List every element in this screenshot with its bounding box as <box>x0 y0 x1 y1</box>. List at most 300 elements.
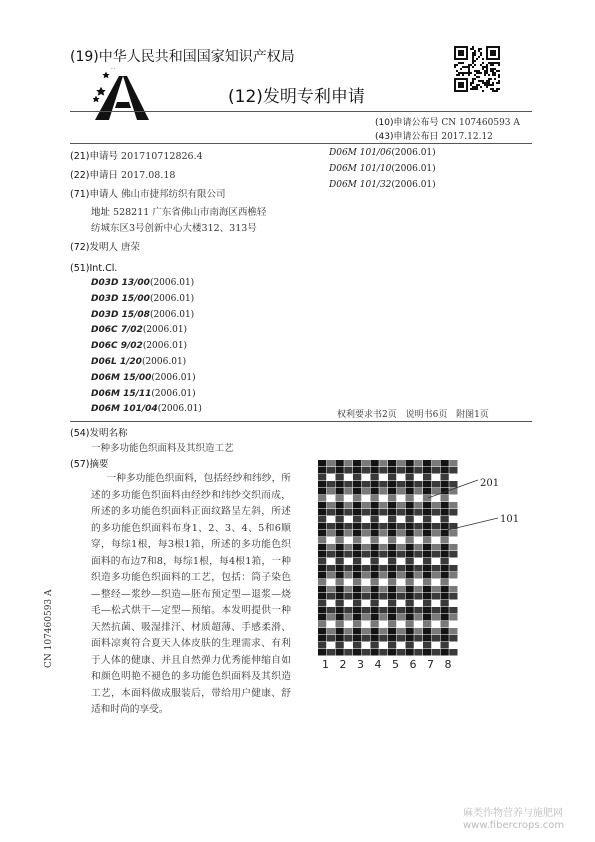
weave-cell <box>406 474 414 481</box>
weave-cell <box>397 635 405 642</box>
weave-cell <box>336 502 344 509</box>
weave-cell <box>432 509 440 516</box>
weave-cell <box>353 488 361 495</box>
weave-cell <box>388 586 396 593</box>
weave-cell <box>353 565 361 572</box>
weave-cell <box>318 614 326 621</box>
weave-cell <box>371 530 379 537</box>
weave-cell <box>432 565 440 572</box>
weave-cell <box>344 530 352 537</box>
weave-cell <box>353 551 361 558</box>
weave-cell <box>414 481 422 488</box>
weave-cell <box>432 551 440 558</box>
int-cl-version: (2006.01) <box>391 180 436 190</box>
weave-cell <box>344 572 352 579</box>
weave-cell <box>423 635 431 642</box>
weave-cell <box>397 502 405 509</box>
weave-cell <box>318 593 326 600</box>
weave-cell <box>388 516 396 523</box>
int-cl-code: D06M 101/06 <box>329 148 392 158</box>
publication-type: (12)发明专利申请 <box>228 87 365 107</box>
watermark-line2: www.fibercrops.com <box>463 820 565 831</box>
int-cl-code: D06L 1/20 <box>91 357 142 367</box>
weave-cell <box>353 635 361 642</box>
weave-cell <box>336 614 344 621</box>
weave-cell <box>318 509 326 516</box>
weave-cell <box>406 502 414 509</box>
weave-cell <box>406 621 414 628</box>
weave-cell <box>379 488 387 495</box>
weave-cell <box>371 467 379 474</box>
weave-cell <box>449 544 457 551</box>
weave-cell <box>344 635 352 642</box>
weave-cell <box>441 607 449 614</box>
weave-cell <box>379 460 387 467</box>
int-cl-version: (2006.01) <box>151 388 196 399</box>
weave-cell <box>397 586 405 593</box>
weave-cell <box>388 635 396 642</box>
weave-cell <box>397 628 405 635</box>
applicant <box>70 186 226 200</box>
weave-cell <box>406 509 414 516</box>
weave-cell <box>406 481 414 488</box>
int-cl-version: (2006.01) <box>391 164 436 174</box>
weave-cell <box>441 572 449 579</box>
weave-cell <box>406 530 414 537</box>
weave-cell <box>406 460 414 467</box>
weave-cell <box>362 628 370 635</box>
weave-cell <box>423 628 431 635</box>
weave-cell <box>449 460 457 467</box>
weave-cell <box>449 649 457 656</box>
weave-cell <box>353 600 361 607</box>
weave-cell <box>371 495 379 502</box>
weave-cell <box>432 488 440 495</box>
weave-cell <box>441 474 449 481</box>
weave-cell <box>362 544 370 551</box>
weave-cell <box>336 467 344 474</box>
weave-cell <box>388 530 396 537</box>
weave-cell <box>406 565 414 572</box>
weave-cell <box>441 621 449 628</box>
weave-cell <box>432 607 440 614</box>
weave-cell <box>441 460 449 467</box>
weave-cell <box>336 544 344 551</box>
weave-cell <box>423 460 431 467</box>
weave-cell <box>379 649 387 656</box>
weave-cell <box>327 628 335 635</box>
pages-info: 权利要求书2页 说明书6页 附图1页 <box>337 410 489 420</box>
weave-cell <box>318 495 326 502</box>
weave-cell <box>379 467 387 474</box>
weave-cell <box>388 544 396 551</box>
weave-cell <box>397 544 405 551</box>
publication-date-value: 2017.12.12 <box>441 132 493 142</box>
weave-cell <box>353 593 361 600</box>
weave-cell <box>423 600 431 607</box>
weave-cell <box>423 572 431 579</box>
weave-cell <box>414 614 422 621</box>
weave-cell <box>379 523 387 530</box>
int-cl-code: D06C 7/02 <box>91 325 143 336</box>
weave-cell <box>336 551 344 558</box>
weave-cell <box>388 628 396 635</box>
weave-cell <box>318 579 326 586</box>
abstract-text <box>91 471 291 719</box>
weave-cell <box>441 537 449 544</box>
weave-cell <box>353 537 361 544</box>
weave-cell <box>336 495 344 502</box>
application-number-label: (21)申请号 <box>70 151 119 162</box>
int-cl-code: D06M 15/11 <box>91 388 152 399</box>
int-cl-entry <box>91 357 186 367</box>
weave-cell <box>353 495 361 502</box>
weave-cell <box>344 544 352 551</box>
weave-cell <box>327 565 335 572</box>
weave-cell <box>441 551 449 558</box>
weave-cell <box>379 530 387 537</box>
weave-cell <box>371 614 379 621</box>
weave-cell <box>318 481 326 488</box>
weave-cell <box>449 586 457 593</box>
int-cl-entry <box>329 180 436 190</box>
weave-cell <box>318 565 326 572</box>
publication-number-label: (10)申请公布号 <box>375 118 439 128</box>
int-cl-version: (2006.01) <box>149 293 195 304</box>
weave-cell <box>362 586 370 593</box>
weave-cell <box>327 593 335 600</box>
divider <box>70 421 532 422</box>
weave-cell <box>423 537 431 544</box>
weave-cell <box>362 593 370 600</box>
weave-cell <box>414 607 422 614</box>
column-label: 7 <box>427 658 434 671</box>
weave-cell <box>432 593 440 600</box>
weave-cell <box>441 593 449 600</box>
weave-cell <box>406 551 414 558</box>
weave-cell <box>397 488 405 495</box>
int-cl-version: (2006.01) <box>142 341 188 352</box>
weave-cell <box>414 488 422 495</box>
int-cl-entry <box>91 341 187 351</box>
weave-cell <box>423 558 431 565</box>
weave-cell <box>423 516 431 523</box>
weave-cell <box>432 523 440 530</box>
weave-cell <box>362 607 370 614</box>
weave-cell <box>388 474 396 481</box>
weave-cell <box>362 523 370 530</box>
weave-cell <box>406 516 414 523</box>
weave-cell <box>414 572 422 579</box>
weave-cell <box>336 621 344 628</box>
int-cl-code: D06M 15/00 <box>91 372 152 383</box>
weave-cell <box>423 579 431 586</box>
weave-cell <box>353 572 361 579</box>
weave-cell <box>353 558 361 565</box>
weave-cell <box>353 516 361 523</box>
weave-cell <box>449 572 457 579</box>
weave-cell <box>414 635 422 642</box>
weave-cell <box>344 565 352 572</box>
weave-cell <box>371 502 379 509</box>
weave-cell <box>414 586 422 593</box>
address-label: 地址 <box>91 207 111 218</box>
weave-cell <box>406 523 414 530</box>
int-cl-entry <box>329 148 436 158</box>
column-label: 4 <box>374 658 382 671</box>
column-label: 2 <box>339 658 347 671</box>
weave-cell <box>441 614 449 621</box>
weave-cell <box>423 551 431 558</box>
weave-cell <box>371 481 379 488</box>
weave-cell <box>441 635 449 642</box>
weave-cell <box>441 600 449 607</box>
side-publication-number: CN 107460593 A <box>44 589 54 668</box>
weave-cell <box>327 467 335 474</box>
weave-cell <box>388 502 396 509</box>
weave-cell <box>441 642 449 649</box>
weave-cell <box>406 642 414 649</box>
weave-cell <box>397 530 405 537</box>
weave-cell <box>432 572 440 579</box>
weave-cell <box>327 460 335 467</box>
weave-cell <box>441 509 449 516</box>
weave-cell <box>371 558 379 565</box>
weave-cell <box>423 593 431 600</box>
weave-cell <box>318 558 326 565</box>
weave-cell <box>449 509 457 516</box>
weave-cell <box>344 551 352 558</box>
weave-cell <box>379 509 387 516</box>
applicant-value: 佛山市捷邦纺织有限公司 <box>121 189 226 200</box>
weave-cell <box>397 481 405 488</box>
weave-cell <box>353 621 361 628</box>
weave-cell <box>362 551 370 558</box>
weave-cell <box>414 649 422 656</box>
divider <box>70 143 532 144</box>
weave-cell <box>414 628 422 635</box>
weave-cell <box>406 607 414 614</box>
weave-cell <box>371 544 379 551</box>
weave-cell <box>371 488 379 495</box>
weave-cell <box>423 488 431 495</box>
inventor <box>70 239 140 253</box>
weave-cell <box>379 572 387 579</box>
weave-cell <box>344 460 352 467</box>
weave-cell <box>371 621 379 628</box>
weave-cell <box>344 481 352 488</box>
weave-cell <box>371 523 379 530</box>
weave-cell <box>388 537 396 544</box>
weave-cell <box>379 586 387 593</box>
weave-cell <box>388 467 396 474</box>
weave-cell <box>441 516 449 523</box>
weave-cell <box>406 488 414 495</box>
weave-cell <box>318 544 326 551</box>
weave-cell <box>344 523 352 530</box>
weave-cell <box>423 467 431 474</box>
weave-cell <box>336 572 344 579</box>
weave-cell <box>406 614 414 621</box>
weave-cell <box>336 593 344 600</box>
weave-cell <box>379 481 387 488</box>
weave-cell <box>379 502 387 509</box>
weave-cell <box>336 558 344 565</box>
weave-cell <box>449 607 457 614</box>
weave-cell <box>388 565 396 572</box>
weave-cell <box>353 474 361 481</box>
weave-cell <box>441 544 449 551</box>
weave-cell <box>449 628 457 635</box>
weave-cell <box>388 579 396 586</box>
weave-cell <box>449 481 457 488</box>
fabric-weave-figure <box>300 450 520 675</box>
weave-cell <box>362 481 370 488</box>
weave-cell <box>336 516 344 523</box>
weave-cell <box>441 502 449 509</box>
watermark <box>463 808 564 832</box>
weave-cell <box>344 593 352 600</box>
weave-cell <box>414 502 422 509</box>
weave-cell <box>362 635 370 642</box>
weave-cell <box>318 607 326 614</box>
weave-cell <box>344 607 352 614</box>
weave-cell <box>344 628 352 635</box>
abstract-paragraph: 一种多功能色织面料，包括经纱和纬纱，所述的多功能色织面料由经纱和纬纱交织而成，所述的多功能色织面料正面纹路呈左斜，所述的多功能色织面料布身1、2、3、4、5和6顺穿，每综1根，每3根1筘，所述的多功能色织面料的布边7和8，每综1根，每4根1筘，一种织造多功能色织面料的工艺，包括：筒子染色—整经—浆纱—织造—胚布预定型—退浆—烧毛—松式烘干—定型—预缩。本发明提供一种天然抗菌、吸湿排汗、材质超薄、手感柔滑、面料凉爽符合夏天人体皮肤的生理需求、有利于人体的健康、并且自然弹力优秀能伸缩自如和颜色明艳不褪色的多功能色织面料及其织造工艺，本面料做成服装后，带给用户健康、舒适和时尚的享受。 <box>91 473 291 715</box>
weave-cell <box>353 467 361 474</box>
invention-title: 一种多功能色织面料及其织造工艺 <box>91 443 234 454</box>
weave-cell <box>406 579 414 586</box>
inventor-label: (72)发明人 <box>70 242 119 253</box>
weave-cell <box>318 600 326 607</box>
weave-cell <box>318 530 326 537</box>
divider <box>70 111 532 112</box>
column-label: 8 <box>444 658 452 671</box>
weave-cell <box>362 488 370 495</box>
weave-cell <box>327 572 335 579</box>
weave-cell <box>388 593 396 600</box>
weave-cell <box>336 523 344 530</box>
publication-date <box>375 129 493 142</box>
weave-cell <box>318 572 326 579</box>
weave-cell <box>423 607 431 614</box>
int-cl-entry <box>91 404 202 414</box>
weave-cell <box>406 635 414 642</box>
weave-cell <box>397 593 405 600</box>
weave-cell <box>397 523 405 530</box>
weave-cell <box>432 649 440 656</box>
weave-cell <box>423 481 431 488</box>
weave-cell <box>344 467 352 474</box>
weave-cell <box>414 565 422 572</box>
weave-cell <box>362 460 370 467</box>
filing-date-label: (22)申请日 <box>70 170 119 181</box>
weave-cell <box>336 537 344 544</box>
weave-cell <box>336 509 344 516</box>
weave-cell <box>423 565 431 572</box>
int-cl-code: D06C 9/02 <box>91 341 143 352</box>
weave-cell <box>379 628 387 635</box>
weave-cell <box>406 600 414 607</box>
int-cl-version: (2006.01) <box>157 404 202 415</box>
weave-cell <box>397 607 405 614</box>
weave-cell <box>336 474 344 481</box>
weave-cell <box>336 607 344 614</box>
address-line2: 纺城东区3号创新中心大楼312、313号 <box>91 223 257 234</box>
weave-cell <box>371 579 379 586</box>
weave-cell <box>336 642 344 649</box>
int-cl-code: D06M 101/04 <box>91 404 158 415</box>
weave-cell <box>318 635 326 642</box>
weave-cell <box>441 579 449 586</box>
weave-cell <box>327 488 335 495</box>
weave-cell <box>423 502 431 509</box>
weave-cell <box>318 628 326 635</box>
qr-code-icon <box>454 46 500 92</box>
weave-cell <box>414 509 422 516</box>
address <box>91 204 266 218</box>
column-label: 1 <box>322 658 329 671</box>
weave-cell <box>353 460 361 467</box>
weave-cell <box>432 544 440 551</box>
applicant-label: (71)申请人 <box>70 189 119 200</box>
weave-cell <box>327 649 335 656</box>
weave-cell <box>406 649 414 656</box>
weave-cell <box>353 509 361 516</box>
weave-cell <box>397 467 405 474</box>
weave-cell <box>362 502 370 509</box>
weave-cell <box>379 614 387 621</box>
publication-number <box>375 115 520 128</box>
weave-cell <box>379 635 387 642</box>
weave-cell <box>432 460 440 467</box>
weave-cell <box>344 649 352 656</box>
weave-cell <box>432 502 440 509</box>
abstract-label: (57)摘要 <box>70 459 109 470</box>
weave-cell <box>344 586 352 593</box>
int-cl-entry <box>329 164 436 174</box>
weave-cell <box>388 607 396 614</box>
weave-cell <box>371 474 379 481</box>
weave-cell <box>414 551 422 558</box>
weave-cell <box>327 614 335 621</box>
column-label: 6 <box>409 658 417 671</box>
int-cl-version: (2006.01) <box>391 148 436 158</box>
weave-cell <box>318 474 326 481</box>
weave-cell <box>449 593 457 600</box>
weave-cell <box>432 614 440 621</box>
weave-cell <box>397 509 405 516</box>
weave-cell <box>336 565 344 572</box>
int-cl-code: D03D 13/00 <box>91 278 150 288</box>
weave-cell <box>327 586 335 593</box>
weave-cell <box>371 572 379 579</box>
weave-cell <box>441 649 449 656</box>
weave-cell <box>397 565 405 572</box>
weave-cell <box>423 621 431 628</box>
weave-cell <box>353 481 361 488</box>
weave-cell <box>388 481 396 488</box>
int-cl-version: (2006.01) <box>142 325 188 336</box>
weave-cell <box>414 593 422 600</box>
weave-cell <box>362 467 370 474</box>
weave-cell <box>371 628 379 635</box>
weave-cell <box>397 614 405 621</box>
weave-cell <box>423 544 431 551</box>
weave-cell <box>353 530 361 537</box>
weave-cell <box>318 516 326 523</box>
weave-cell <box>449 614 457 621</box>
